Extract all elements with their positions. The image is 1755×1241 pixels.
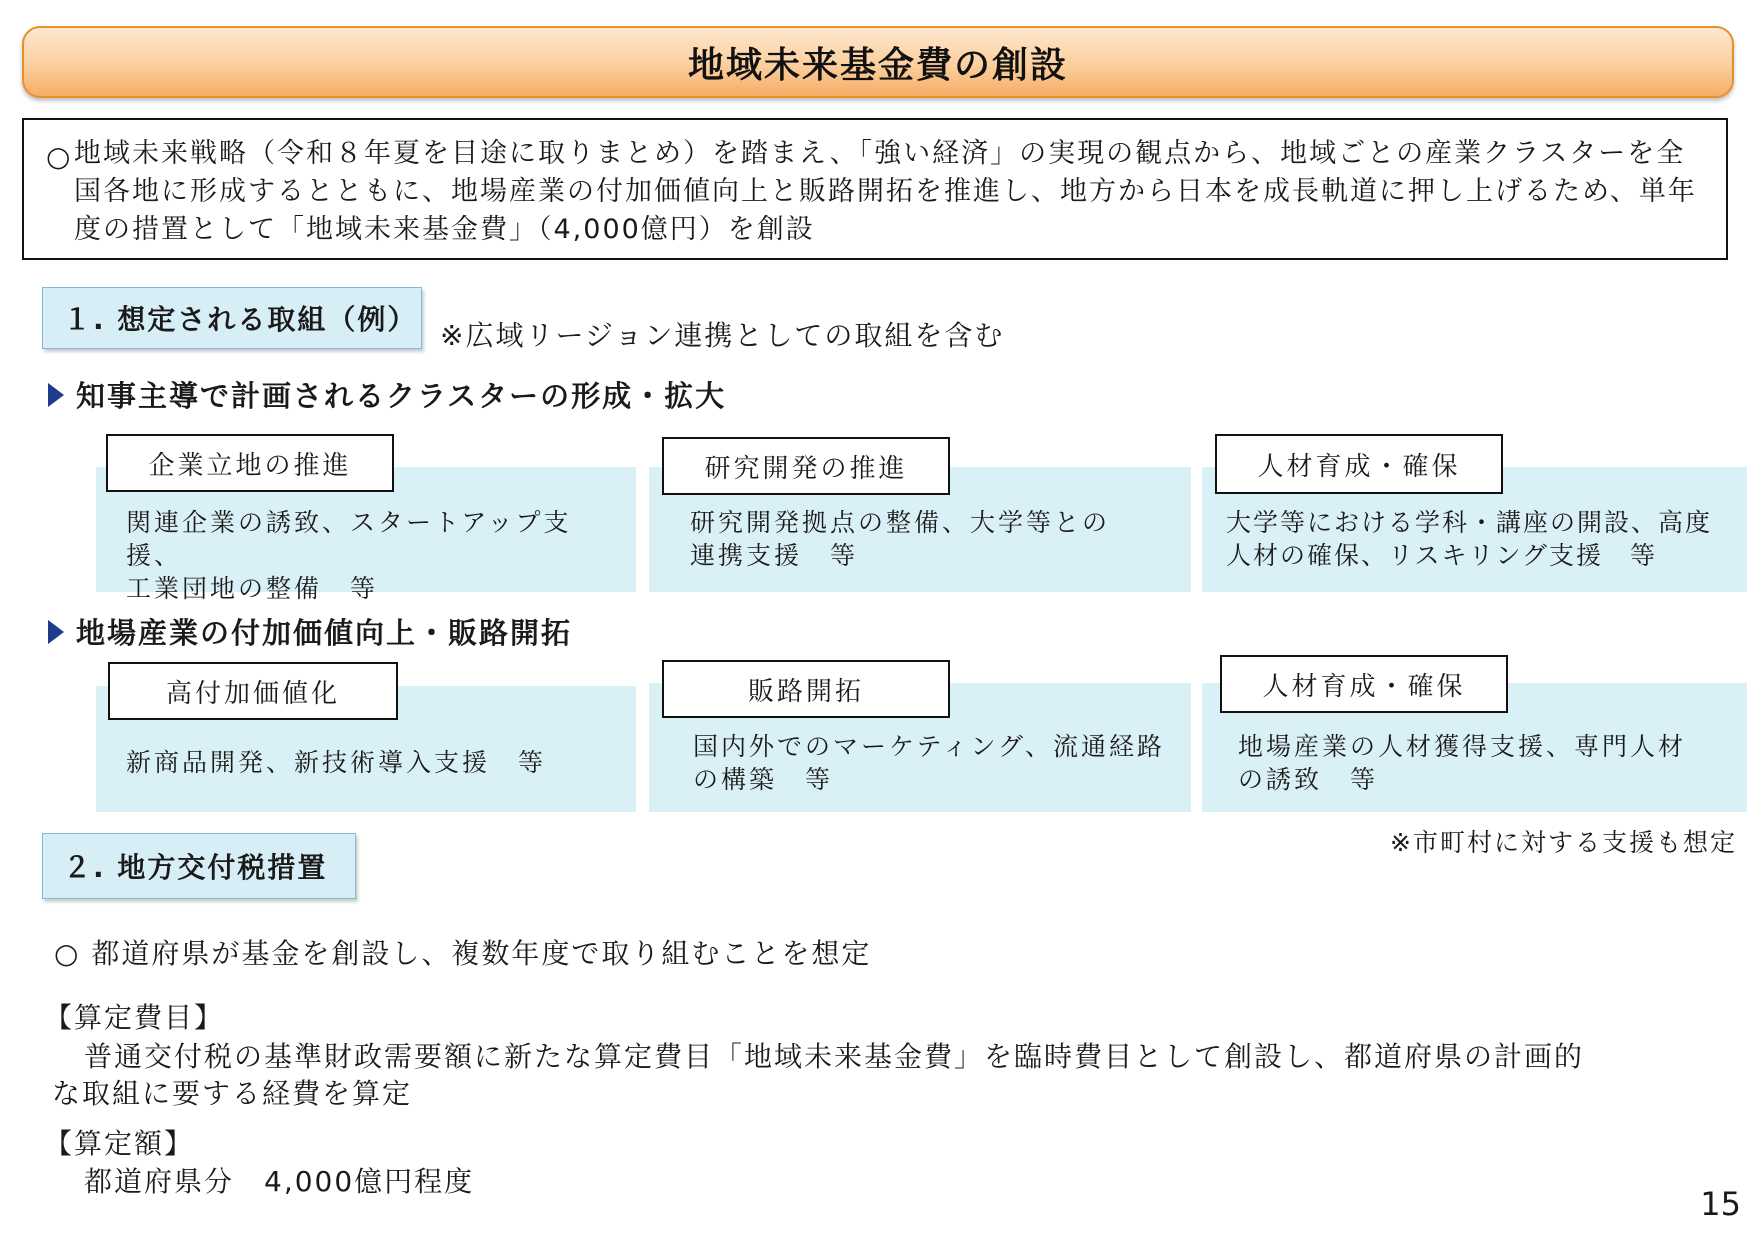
card-tab-label: 研究開発の推進 bbox=[704, 453, 908, 484]
card-text-line: 国内外でのマーケティング、流通経路 bbox=[693, 732, 1166, 761]
card-tab bbox=[1215, 434, 1503, 494]
card-tab-label: 販路開拓 bbox=[747, 676, 864, 707]
calc-item-line: な取組に要する経費を算定 bbox=[52, 1077, 413, 1110]
card-text-line: の誘致 等 bbox=[1238, 765, 1379, 794]
page-number: 15 bbox=[1700, 1185, 1741, 1223]
card-text bbox=[693, 730, 1173, 796]
calc-item-label: 【算定費目】 bbox=[44, 1001, 225, 1034]
card-tab bbox=[1220, 655, 1508, 713]
intro-text: 地域未来戦略（令和８年夏を目途に取りまとめ）を踏まえ、「強い経済」の実現の観点から、地域ごとの産業クラスターを全国各地に形成するとともに、地場産業の付加価値向上と販路開拓を推進し、地方から日本を成長軌道に押し上げるため、単年度の措置として「地域未来基金費」（4,000億円）を創設 bbox=[74, 138, 1697, 245]
card-text bbox=[1226, 506, 1746, 572]
card-tab bbox=[106, 434, 394, 492]
section2-heading-text: ２. 地方交付税措置 bbox=[63, 851, 328, 884]
intro-box bbox=[22, 118, 1728, 260]
card-text-line: 研究開発拠点の整備、大学等との bbox=[690, 508, 1111, 537]
section1-footnote: ※市町村に対する支援も想定 bbox=[1390, 828, 1737, 857]
section2-bullet-text: ○ 都道府県が基金を創設し、複数年度で取り組むことを想定 bbox=[54, 937, 872, 970]
card-text bbox=[126, 506, 626, 605]
section1-heading bbox=[42, 287, 422, 349]
card-tab bbox=[108, 662, 398, 720]
card-text-line: 地場産業の人材獲得支援、専門人材 bbox=[1238, 732, 1687, 761]
page-title: 地域未来基金費の創設 bbox=[687, 44, 1068, 86]
intro-bullet: ○ bbox=[46, 140, 71, 173]
group1-heading-text: 知事主導で計画されるクラスターの形成・拡大 bbox=[76, 379, 727, 413]
card-text bbox=[690, 506, 1170, 572]
card-tab-label: 企業立地の推進 bbox=[148, 450, 352, 481]
card-text bbox=[1238, 730, 1738, 796]
card-text-line: 関連企業の誘致、スタートアップ支援、 bbox=[126, 508, 572, 570]
card-tab-label: 人材育成・確保 bbox=[1262, 671, 1466, 702]
calc-amount-value: 都道府県分 4,000億円程度 bbox=[84, 1165, 475, 1198]
card-tab bbox=[662, 660, 950, 718]
card-text-line: 新商品開発、新技術導入支援 等 bbox=[126, 748, 547, 777]
calc-amount-label: 【算定額】 bbox=[44, 1127, 195, 1160]
card-text-line: 連携支援 等 bbox=[690, 541, 859, 570]
card-tab-label: 人材育成・確保 bbox=[1257, 451, 1461, 482]
card-text bbox=[126, 746, 626, 779]
group2-heading bbox=[48, 611, 572, 652]
card-tab-label: 高付加価値化 bbox=[165, 678, 340, 709]
arrow-right-icon bbox=[48, 383, 64, 407]
card-text-line: 工業団地の整備 等 bbox=[126, 574, 379, 603]
section1-note: ※広域リージョン連携としての取組を含む bbox=[440, 319, 1005, 352]
group1-heading bbox=[48, 374, 726, 415]
arrow-right-icon bbox=[48, 620, 64, 644]
card-text-line: 人材の確保、リスキリング支援 等 bbox=[1226, 541, 1658, 570]
section1-heading-text: １. 想定される取組（例） bbox=[63, 303, 418, 336]
calc-item-line: 普通交付税の基準財政需要額に新たな算定費目「地域未来基金費」を臨時費目として創設し、都道府県の計画的 bbox=[84, 1040, 1585, 1073]
section2-heading bbox=[42, 833, 356, 899]
card-text-line: 大学等における学科・講座の開設、高度 bbox=[1226, 508, 1713, 537]
card-text-line: の構築 等 bbox=[693, 765, 834, 794]
card-tab bbox=[662, 437, 950, 495]
title-banner bbox=[22, 26, 1734, 98]
group2-heading-text: 地場産業の付加価値向上・販路開拓 bbox=[76, 616, 573, 650]
